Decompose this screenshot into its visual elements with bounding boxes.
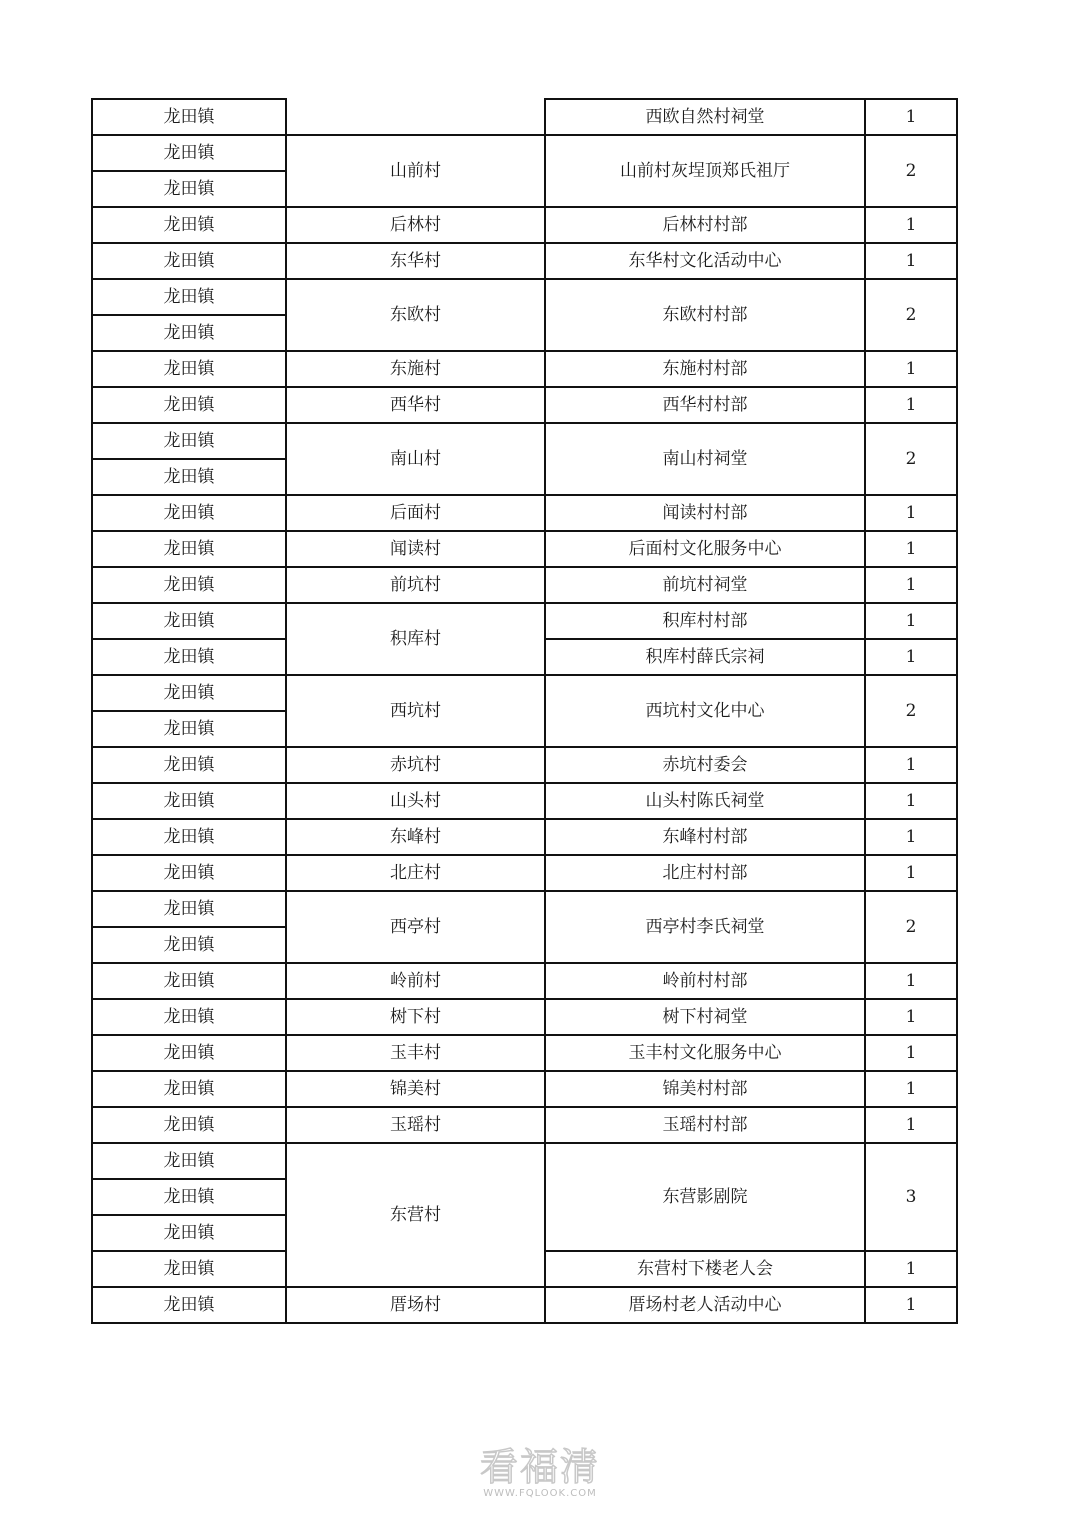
town-cell: 龙田镇: [92, 567, 286, 603]
count-cell: 1: [865, 603, 957, 639]
town-cell: 龙田镇: [92, 1179, 286, 1215]
table-row: [92, 999, 957, 1035]
count-cell: 1: [865, 1107, 957, 1143]
venue-cell: 东营村下楼老人会: [545, 1251, 865, 1287]
town-cell: 龙田镇: [92, 711, 286, 747]
count-cell: 1: [865, 1251, 957, 1287]
venue-cell: 积库村村部: [545, 603, 865, 639]
venue-cell: 北庄村村部: [545, 855, 865, 891]
village-cell: 北庄村: [286, 855, 545, 891]
count-cell: 2: [865, 279, 957, 351]
table-row: [92, 243, 957, 279]
venue-cell: 赤坑村委会: [545, 747, 865, 783]
town-cell: 龙田镇: [92, 531, 286, 567]
venue-cell: 南山村祠堂: [545, 423, 865, 495]
town-cell: 龙田镇: [92, 1107, 286, 1143]
count-cell: 1: [865, 243, 957, 279]
count-cell: 1: [865, 1071, 957, 1107]
town-cell: 龙田镇: [92, 819, 286, 855]
count-cell: 1: [865, 1035, 957, 1071]
table-row: [92, 747, 957, 783]
town-cell: 龙田镇: [92, 963, 286, 999]
table-row: [92, 1107, 957, 1143]
village-cell: 后林村: [286, 207, 545, 243]
count-cell: 1: [865, 747, 957, 783]
town-cell: 龙田镇: [92, 1287, 286, 1323]
venue-cell: 岭前村村部: [545, 963, 865, 999]
table-row: [92, 819, 957, 855]
village-cell: 闻读村: [286, 531, 545, 567]
watermark-url: WWW.FQLOOK.COM: [483, 1488, 597, 1499]
town-cell: 龙田镇: [92, 1215, 286, 1251]
table-row: [92, 1071, 957, 1107]
count-cell: 1: [865, 531, 957, 567]
watermark-logo-text: 看福清: [479, 1445, 600, 1489]
count-cell: 1: [865, 999, 957, 1035]
town-cell: 龙田镇: [92, 99, 286, 135]
village-cell: 厝场村: [286, 1287, 545, 1323]
village-cell: 山前村: [286, 135, 545, 207]
venue-cell: 后林村村部: [545, 207, 865, 243]
count-cell: 3: [865, 1143, 957, 1251]
venue-cell: 前坑村祠堂: [545, 567, 865, 603]
town-cell: 龙田镇: [92, 171, 286, 207]
watermark: [455, 1446, 625, 1500]
village-cell: 锦美村: [286, 1071, 545, 1107]
table-row: [92, 279, 957, 315]
table-row: [92, 135, 957, 171]
town-cell: 龙田镇: [92, 603, 286, 639]
town-cell: 龙田镇: [92, 387, 286, 423]
venue-cell: 后面村文化服务中心: [545, 531, 865, 567]
village-cell: 西亭村: [286, 891, 545, 963]
town-cell: 龙田镇: [92, 783, 286, 819]
village-cell: 山头村: [286, 783, 545, 819]
village-cell: 东欧村: [286, 279, 545, 351]
village-cell: 东华村: [286, 243, 545, 279]
venue-cell: 东施村村部: [545, 351, 865, 387]
count-cell: 1: [865, 387, 957, 423]
village-cell: 南山村: [286, 423, 545, 495]
village-cell: 玉瑶村: [286, 1107, 545, 1143]
table-row: [92, 99, 957, 135]
village-cell: 前坑村: [286, 567, 545, 603]
table-row: [92, 1035, 957, 1071]
table-row: [92, 567, 957, 603]
table-row: [92, 1143, 957, 1179]
village-cell: 东营村: [286, 1143, 545, 1287]
town-cell: 龙田镇: [92, 495, 286, 531]
town-cell: 龙田镇: [92, 315, 286, 351]
table-row: [92, 603, 957, 639]
town-cell: 龙田镇: [92, 243, 286, 279]
village-cell: [286, 99, 545, 135]
venue-cell: 锦美村村部: [545, 1071, 865, 1107]
town-cell: 龙田镇: [92, 927, 286, 963]
table-row: [92, 531, 957, 567]
count-cell: 1: [865, 351, 957, 387]
venue-cell: 西亭村李氏祠堂: [545, 891, 865, 963]
town-cell: 龙田镇: [92, 855, 286, 891]
venue-cell: 东欧村村部: [545, 279, 865, 351]
venue-cell: 东峰村村部: [545, 819, 865, 855]
venue-cell: 东华村文化活动中心: [545, 243, 865, 279]
count-cell: 1: [865, 855, 957, 891]
town-cell: 龙田镇: [92, 1251, 286, 1287]
count-cell: 1: [865, 207, 957, 243]
town-cell: 龙田镇: [92, 423, 286, 459]
town-cell: 龙田镇: [92, 747, 286, 783]
town-cell: 龙田镇: [92, 1035, 286, 1071]
count-cell: 1: [865, 99, 957, 135]
town-cell: 龙田镇: [92, 279, 286, 315]
count-cell: 1: [865, 1287, 957, 1323]
venue-cell: 西华村村部: [545, 387, 865, 423]
venue-cell: 玉瑶村村部: [545, 1107, 865, 1143]
village-cell: 西华村: [286, 387, 545, 423]
table-row: [92, 207, 957, 243]
table-row: [92, 963, 957, 999]
venue-table: [91, 98, 958, 1324]
venue-cell: 西坑村文化中心: [545, 675, 865, 747]
venue-cell: 树下村祠堂: [545, 999, 865, 1035]
count-cell: 2: [865, 135, 957, 207]
table-row: [92, 495, 957, 531]
town-cell: 龙田镇: [92, 459, 286, 495]
village-cell: 东施村: [286, 351, 545, 387]
count-cell: 2: [865, 891, 957, 963]
village-cell: 树下村: [286, 999, 545, 1035]
town-cell: 龙田镇: [92, 999, 286, 1035]
town-cell: 龙田镇: [92, 891, 286, 927]
town-cell: 龙田镇: [92, 207, 286, 243]
venue-cell: 积库村薛氏宗祠: [545, 639, 865, 675]
venue-cell: 西欧自然村祠堂: [545, 99, 865, 135]
table-row: [92, 675, 957, 711]
venue-cell: 山头村陈氏祠堂: [545, 783, 865, 819]
town-cell: 龙田镇: [92, 135, 286, 171]
village-cell: 岭前村: [286, 963, 545, 999]
count-cell: 2: [865, 423, 957, 495]
town-cell: 龙田镇: [92, 675, 286, 711]
count-cell: 1: [865, 639, 957, 675]
table-row: [92, 351, 957, 387]
village-cell: 后面村: [286, 495, 545, 531]
village-cell: 西坑村: [286, 675, 545, 747]
village-cell: 玉丰村: [286, 1035, 545, 1071]
town-cell: 龙田镇: [92, 351, 286, 387]
table-row: [92, 1287, 957, 1323]
table-row: [92, 783, 957, 819]
table-row: [92, 855, 957, 891]
count-cell: 2: [865, 675, 957, 747]
village-cell: 赤坑村: [286, 747, 545, 783]
town-cell: 龙田镇: [92, 1143, 286, 1179]
count-cell: 1: [865, 963, 957, 999]
table-row: [92, 423, 957, 459]
count-cell: 1: [865, 783, 957, 819]
count-cell: 1: [865, 495, 957, 531]
town-cell: 龙田镇: [92, 1071, 286, 1107]
table-row: [92, 387, 957, 423]
count-cell: 1: [865, 567, 957, 603]
count-cell: 1: [865, 819, 957, 855]
venue-cell: 东营影剧院: [545, 1143, 865, 1251]
venue-cell: 厝场村老人活动中心: [545, 1287, 865, 1323]
village-cell: 东峰村: [286, 819, 545, 855]
village-cell: 积库村: [286, 603, 545, 675]
table-row: [92, 891, 957, 927]
venue-cell: 山前村灰埕顶郑氏祖厅: [545, 135, 865, 207]
venue-cell: 玉丰村文化服务中心: [545, 1035, 865, 1071]
venue-cell: 闻读村村部: [545, 495, 865, 531]
town-cell: 龙田镇: [92, 639, 286, 675]
